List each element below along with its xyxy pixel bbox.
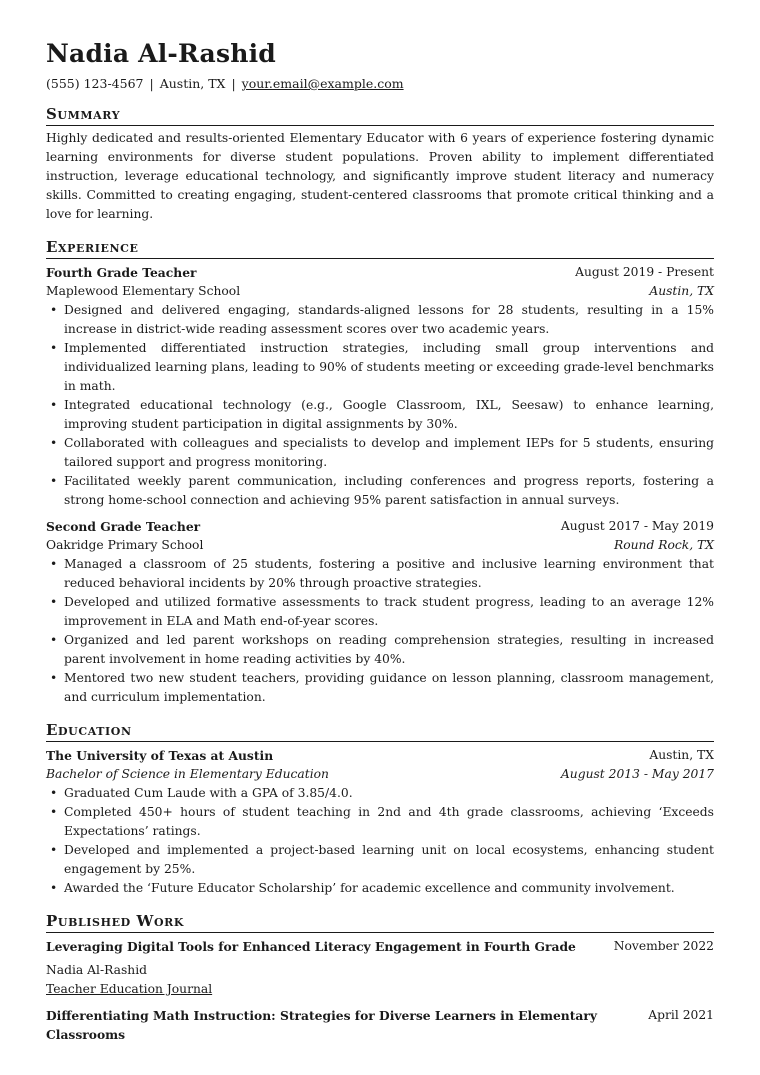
contact-separator: |	[231, 76, 236, 91]
job-title: Second Grade Teacher	[46, 519, 201, 534]
phone-number: (555) 123-4567	[46, 76, 144, 91]
bullet-item: • Awarded the ‘Future Educator Scholarship’ for academic excellence and community involvement.	[46, 879, 714, 898]
bullet-item: • Collaborated with colleagues and specialists to develop and implement IEPs for 5 students, ensuring tailored support and progress monitoring.	[46, 434, 714, 472]
bullet-item: • Designed and delivered engaging, standards-aligned lessons for 28 students, resulting in a 15% increase in district-wide reading assessment scores over two academic years.	[46, 301, 714, 339]
degree-name: Bachelor of Science in Elementary Education	[46, 767, 329, 781]
bullet-item: • Graduated Cum Laude with a GPA of 3.85/4.0.	[46, 784, 714, 803]
bullet-item: • Organized and led parent workshops on reading comprehension strategies, resulting in increased parent involvement in home reading activities by 40%.	[46, 631, 714, 669]
school-row	[46, 746, 714, 765]
bullet-item: • Completed 450+ hours of student teaching in 2nd and 4th grade classrooms, achieving ‘Exceeds Expectations’ ratings.	[46, 803, 714, 841]
education-dates: August 2013 - May 2017	[560, 767, 714, 781]
bullet-item: • Developed and utilized formative assessments to track student progress, leading to an average 12% improvement in ELA and Math end-of-year scores.	[46, 593, 714, 631]
publication-entry	[46, 937, 714, 999]
section-heading-education: Education	[46, 721, 714, 742]
publication-journal-link[interactable]: Teacher Education Journal	[46, 982, 213, 996]
candidate-name: Nadia Al-Rashid	[46, 39, 276, 68]
job-title: Fourth Grade Teacher	[46, 265, 197, 280]
employer-name: Maplewood Elementary School	[46, 284, 241, 298]
publication-title: Leveraging Digital Tools for Enhanced Literacy Engagement in Fourth Grade	[46, 939, 576, 954]
job-header-row	[46, 263, 714, 282]
bullet-item: • Managed a classroom of 25 students, fostering a positive and inclusive learning environment that reduced behavioral incidents by 20% through proactive strategies.	[46, 555, 714, 593]
publication-date: November 2022	[613, 939, 714, 953]
job-bullets	[46, 555, 714, 707]
summary-section	[46, 105, 714, 224]
job-bullets	[46, 301, 714, 510]
job-entry	[46, 263, 714, 510]
contact-line	[46, 75, 714, 93]
section-heading-summary: Summary	[46, 105, 714, 126]
publication-header-row	[46, 1006, 714, 1044]
school-location: Austin, TX	[649, 748, 714, 762]
section-heading-experience: Experience	[46, 238, 714, 259]
education-section	[46, 721, 714, 898]
summary-text: Highly dedicated and results-oriented Elementary Educator with 6 years of experience fostering dynamic learning environments for diverse student populations. Proven ability to implement differentiated instruction, leverage educational technology, and significantly improve student literacy and numeracy skills. Committed to creating engaging, student-centered classrooms that promote critical thinking and a love for learning.	[46, 131, 714, 221]
bullet-item: • Implemented differentiated instruction strategies, including small group interventions and individualized learning plans, leading to 90% of students meeting or exceeding grade-level benchmarks in math.	[46, 339, 714, 396]
email-link[interactable]: your.email@example.com	[241, 76, 404, 91]
job-employer-row	[46, 282, 714, 301]
publication-header-row	[46, 937, 714, 956]
job-dates: August 2017 - May 2019	[560, 519, 714, 533]
location: Austin, TX	[159, 76, 226, 91]
education-bullets	[46, 784, 714, 898]
publication-journal-row	[46, 980, 714, 999]
job-location: Austin, TX	[649, 284, 714, 298]
section-heading-published-work: Published Work	[46, 912, 714, 933]
bullet-item: • Mentored two new student teachers, providing guidance on lesson planning, classroom management, and curriculum implementation.	[46, 669, 714, 707]
school-name: The University of Texas at Austin	[46, 748, 274, 763]
bullet-item: • Integrated educational technology (e.g., Google Classroom, IXL, Seesaw) to enhance learning, improving student participation in digital assignments by 30%.	[46, 396, 714, 434]
publication-date: April 2021	[648, 1008, 714, 1022]
job-employer-row	[46, 536, 714, 555]
publication-title: Differentiating Math Instruction: Strategies for Diverse Learners in Elementary Classrooms	[46, 1008, 598, 1042]
published-section	[46, 912, 714, 1044]
job-header-row	[46, 517, 714, 536]
publication-author: Nadia Al-Rashid	[46, 963, 148, 977]
bullet-item: • Developed and implemented a project-based learning unit on local ecosystems, enhancing student engagement by 25%.	[46, 841, 714, 879]
job-entry	[46, 517, 714, 707]
job-dates: August 2019 - Present	[575, 265, 714, 279]
experience-section	[46, 238, 714, 707]
job-location: Round Rock, TX	[613, 538, 714, 552]
employer-name: Oakridge Primary School	[46, 538, 204, 552]
publication-entry	[46, 1006, 714, 1044]
degree-row	[46, 765, 714, 784]
education-entry	[46, 746, 714, 898]
contact-separator: |	[149, 76, 154, 91]
bullet-item: • Facilitated weekly parent communication, including conferences and progress reports, fostering a strong home-school connection and achieving 95% parent satisfaction in annual surveys.	[46, 472, 714, 510]
